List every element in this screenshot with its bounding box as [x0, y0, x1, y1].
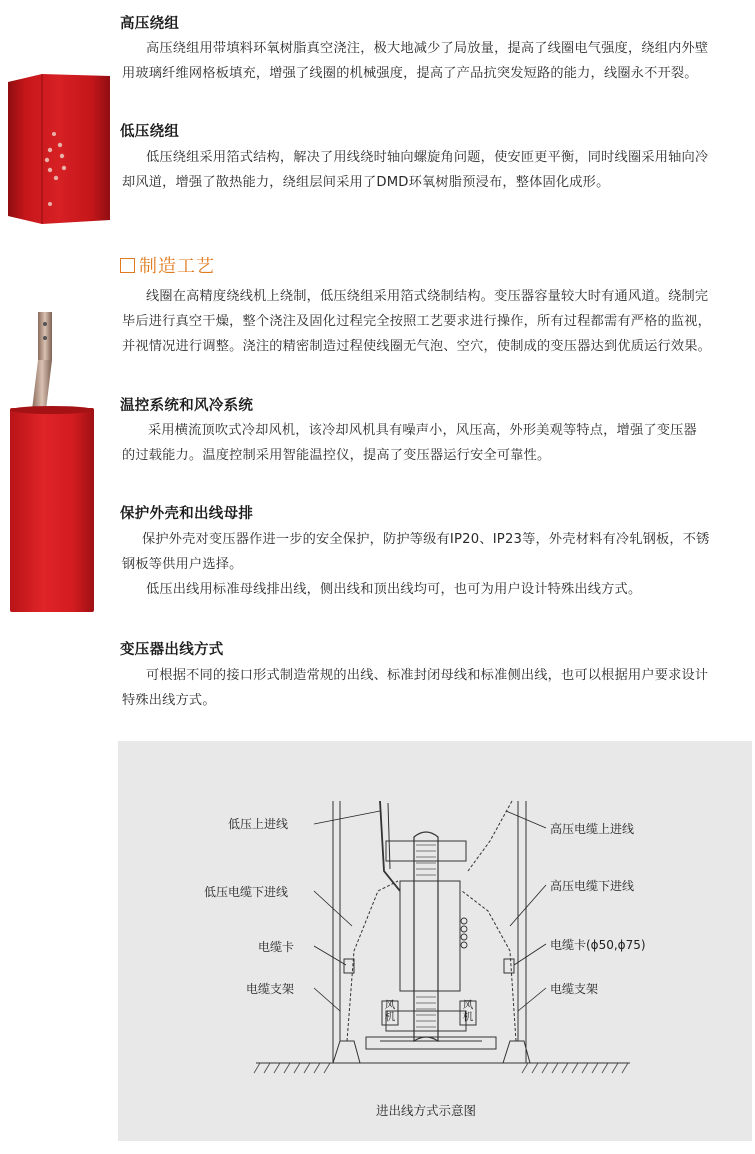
enclosure-text-2: 钢板等供用户选择。 — [122, 557, 243, 572]
fan-left-label: 风 机 — [384, 999, 396, 1023]
enclosure-text-1: 保护外壳对变压器作进一步的安全保护，防护等级有IP20、IP23等，外壳材料有冷轧钢板，不锈 — [142, 532, 710, 547]
process-text-1: 线圈在高精度绕线机上绕制，低压绕组采用箔式绕制结构。变压器容量较大时有通风道。绕制完 — [146, 289, 709, 304]
hv-coil-image — [4, 72, 114, 226]
outlet-diagram — [118, 741, 752, 1141]
hv-winding-text-1: 高压绕组用带填料环氧树脂真空浇注，极大地减少了局放量，提高了线圈电气强度，绕组内外壁 — [146, 41, 709, 56]
label-cable-clip: 电缆卡 — [258, 940, 295, 954]
process-heading — [120, 252, 215, 278]
lv-winding-text-2: 却风道，增强了散热能力，绕组层间采用了DMD环氧树脂预浸布，整体固化成形。 — [122, 175, 610, 190]
label-cable-bracket-left: 电缆支架 — [246, 982, 295, 996]
label-hv-cable-top: 高压电缆上进线 — [550, 822, 635, 836]
outlet-text-1: 可根据不同的接口形式制造常规的出线、标准封闭母线和标准侧出线，也可以根据用户要求设计 — [146, 668, 709, 683]
label-lv-cable-bottom: 低压电缆下进线 — [204, 885, 289, 899]
hv-winding-title: 高压绕组 — [120, 16, 180, 32]
outlet-text-2: 特殊出线方式。 — [122, 693, 216, 708]
square-icon — [120, 258, 135, 273]
fan-right-label: 风 机 — [462, 999, 474, 1023]
label-hv-cable-bottom: 高压电缆下进线 — [550, 879, 635, 893]
outlet-diagram-drawing — [118, 741, 752, 1141]
enclosure-text-3: 低压出线用标准母线排出线，侧出线和顶出线均可，也可为用户设计特殊出线方式。 — [146, 582, 642, 597]
process-text-2: 毕后进行真空干燥，整个浇注及固化过程完全按照工艺要求进行操作，所有过程都需有严格的监视， — [122, 314, 712, 329]
label-cable-bracket-right: 电缆支架 — [550, 982, 599, 996]
outlet-title: 变压器出线方式 — [120, 642, 224, 658]
lv-coil-image — [4, 312, 96, 614]
enclosure-title: 保护外壳和出线母排 — [120, 506, 254, 522]
lv-winding-title: 低压绕组 — [120, 124, 180, 140]
temp-control-text-1: 采用横流顶吹式冷却风机，该冷却风机具有噪声小，风压高，外形美观等特点，增强了变压器 — [148, 423, 697, 438]
label-cable-clip-size: 电缆卡(ϕ50,ϕ75) — [550, 938, 646, 952]
process-text-3: 并视情况进行调整。浇注的精密制造过程使线圈无气泡、空穴，使制成的变压器达到优质运行效果。 — [122, 339, 712, 354]
label-lv-top: 低压上进线 — [228, 817, 289, 831]
temp-control-title: 温控系统和风冷系统 — [120, 398, 254, 414]
hv-winding-text-2: 用玻璃纤维网格板填充，增强了线圈的机械强度，提高了产品抗突发短路的能力，线圈永不开裂。 — [122, 66, 698, 81]
temp-control-text-2: 的过载能力。温度控制采用智能温控仪，提高了变压器运行安全可靠性。 — [122, 448, 551, 463]
process-title: 制造工艺 — [139, 256, 215, 277]
diagram-caption: 进出线方式示意图 — [376, 1103, 477, 1118]
lv-winding-text-1: 低压绕组采用箔式结构，解决了用线绕时轴向螺旋角问题，使安匝更平衡，同时线圈采用轴向冷 — [146, 150, 709, 165]
